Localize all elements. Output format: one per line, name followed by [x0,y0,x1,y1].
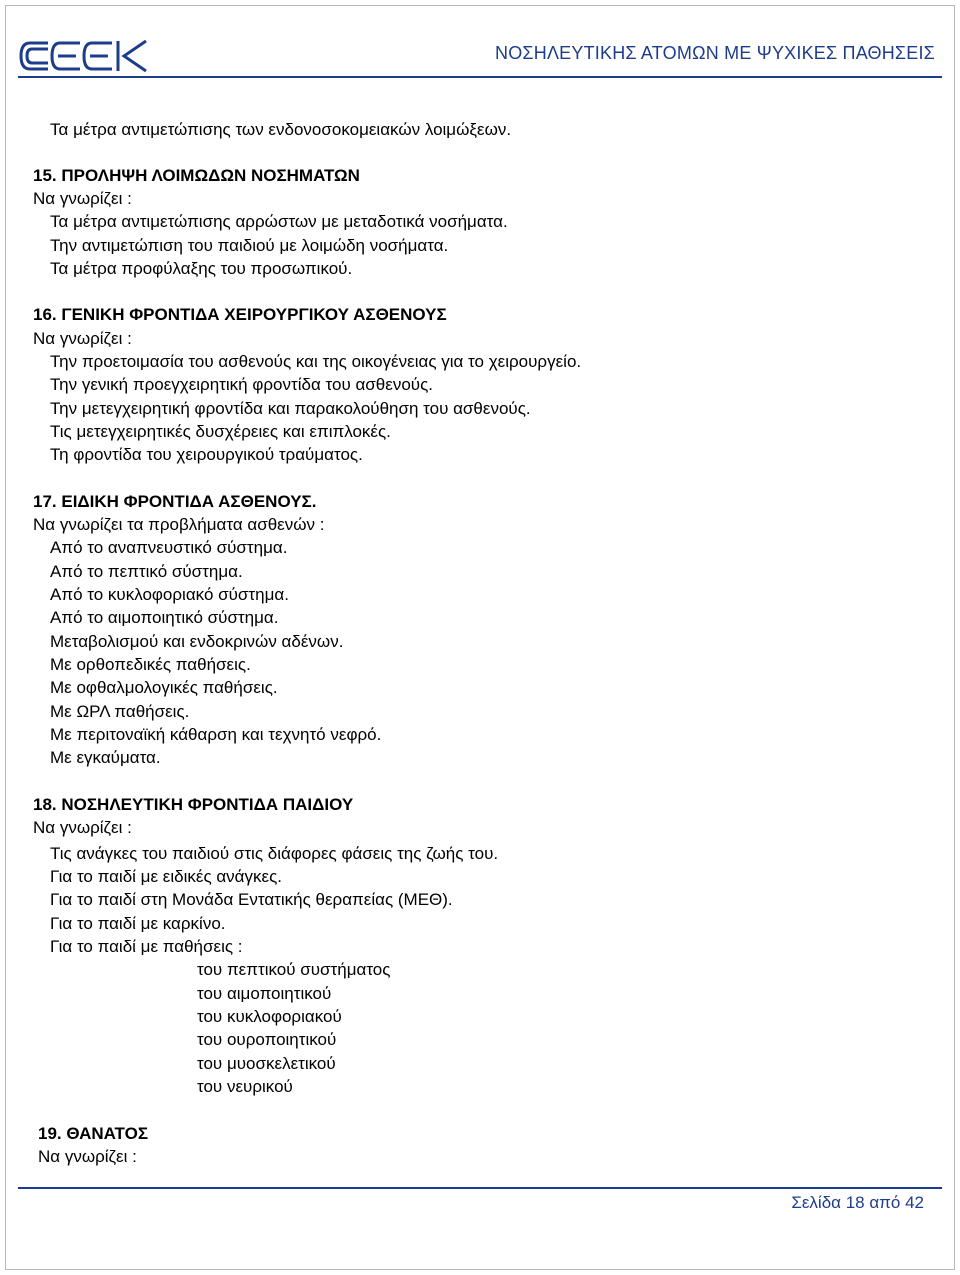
text-line: Τις ανάγκες του παιδιού στις διάφορες φάσεις της ζωής του. [50,844,499,863]
ceek-logo [18,38,148,74]
sub-item: του αιμοποιητικού [197,984,332,1003]
text-line: Με οφθαλμολογικές παθήσεις. [50,678,278,697]
text-line: Για το παιδί στη Μονάδα Εντατικής θεραπείας (ΜΕΘ). [50,890,453,909]
text-line: Να γνωρίζει τα προβλήματα ασθενών : [33,515,325,534]
sub-item: του μυοσκελετικού [197,1054,336,1073]
text-line: Την γενική προεγχειρητική φροντίδα του ασθενούς. [50,375,433,394]
footer-divider [18,1187,942,1189]
text-line: Για το παιδί με καρκίνο. [50,914,226,933]
section-heading-18: 18. ΝΟΣΗΛΕΥΤΙΚΗ ΦΡΟΝΤΙΔΑ ΠΑΙΔΙΟΥ [33,795,354,814]
header-divider [18,76,942,78]
text-line: Την αντιμετώπιση του παιδιού με λοιμώδη νοσήματα. [50,236,449,255]
text-line: Από το πεπτικό σύστημα. [50,562,243,581]
logo-text: CEEK [18,38,21,39]
sub-item: του κυκλοφοριακού [197,1007,342,1026]
text-line: Να γνωρίζει : [38,1147,137,1166]
text-line: Να γνωρίζει : [33,818,132,837]
text-line: Την προετοιμασία του ασθενούς και της οικογένειας για το χειρουργείο. [50,352,582,371]
sub-item: του ουροποιητικού [197,1030,337,1049]
section-heading-19: 19. ΘΑΝΑΤΟΣ [38,1124,149,1143]
text-line: Με περιτοναϊκή κάθαρση και τεχνητό νεφρό. [50,725,382,744]
sub-item: του πεπτικού συστήματος [197,960,391,979]
text-line: Τα μέτρα αντιμετώπισης αρρώστων με μεταδοτικά νοσήματα. [50,212,508,231]
text-line: Τα μέτρα αντιμετώπισης των ενδονοσοκομειακών λοιμώξεων. [50,120,512,139]
page-number: Σελίδα 18 από 42 [791,1193,924,1212]
page-header [18,30,942,80]
text-line: Με ορθοπεδικές παθήσεις. [50,655,251,674]
text-line: Τις μετεγχειρητικές δυσχέρειες και επιπλοκές. [50,422,391,441]
text-line: Με ΩΡΛ παθήσεις. [50,702,190,721]
text-line: Τη φροντίδα του χειρουργικού τραύματος. [50,445,363,464]
text-line: Την μετεγχειρητική φροντίδα και παρακολούθηση του ασθενούς. [50,399,531,418]
text-line: Να γνωρίζει : [33,189,132,208]
text-line: Τα μέτρα προφύλαξης του προσωπικού. [50,259,353,278]
section-heading-16: 16. ΓΕΝΙΚΗ ΦΡΟΝΤΙΔΑ ΧΕΙΡΟΥΡΓΙΚΟΥ ΑΣΘΕΝΟΥΣ [33,305,447,324]
text-line: Να γνωρίζει : [33,329,132,348]
text-line: Για το παιδί με ειδικές ανάγκες. [50,867,283,886]
sub-item: του νευρικού [197,1077,293,1096]
text-line: Για το παιδί με παθήσεις : [50,937,243,956]
text-line: Από το αναπνευστικό σύστημα. [50,538,288,557]
text-line: Με εγκαύματα. [50,748,161,767]
text-line: Από το κυκλοφοριακό σύστημα. [50,585,289,604]
section-heading-15: 15. ΠΡΟΛΗΨΗ ΛΟΙΜΩΔΩΝ ΝΟΣΗΜΑΤΩΝ [33,166,360,185]
text-line: Μεταβολισμού και ενδοκρινών αδένων. [50,632,344,651]
section-heading-17: 17. ΕΙΔΙΚΗ ΦΡΟΝΤΙΔΑ ΑΣΘΕΝΟΥΣ. [33,492,317,511]
document-title: ΝΟΣΗΛΕΥΤΙΚΗΣ ΑΤΟΜΩΝ ΜΕ ΨΥΧΙΚΕΣ ΠΑΘΗΣΕΙΣ [495,43,935,63]
text-line: Από το αιμοποιητικό σύστημα. [50,608,279,627]
